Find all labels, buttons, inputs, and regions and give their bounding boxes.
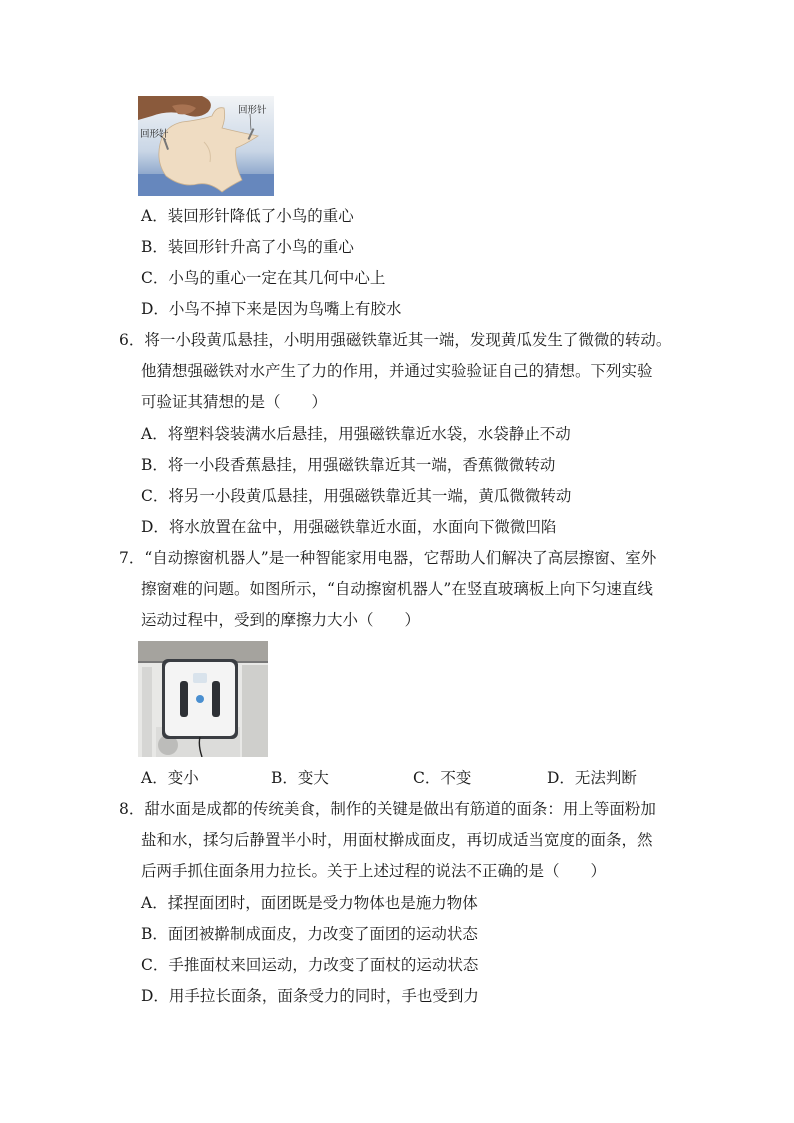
q5-option-d: D．小鸟不掉下来是因为鸟嘴上有胶水 (141, 300, 402, 318)
window-robot-image (138, 641, 268, 757)
q8-option-b: B．面团被擀制成面皮，力改变了面团的运动状态 (141, 925, 478, 943)
q6-stem-line3: 可验证其猜想的是（ ） (141, 393, 328, 411)
q7-stem-line1: 7．“自动擦窗机器人”是一种智能家用电器，它帮助人们解决了高层擦窗、室外 (119, 549, 657, 567)
paperclip-label-left: 回形针 (140, 129, 169, 140)
q7-option-b: B．变大 (271, 769, 329, 787)
q7-option-c: C．不变 (413, 769, 472, 787)
q7-option-d: D．无法判断 (547, 769, 637, 787)
q7-stem-line3: 运动过程中，受到的摩擦力大小（ ） (141, 611, 421, 629)
q8-stem-line1: 8．甜水面是成都的传统美食，制作的关键是做出有筋道的面条：用上等面粉加 (119, 800, 656, 818)
q6-option-c: C．将另一小段黄瓜悬挂，用强磁铁靠近其一端，黄瓜微微转动 (141, 487, 572, 505)
q8-option-a: A．揉捏面团时，面团既是受力物体也是施力物体 (141, 894, 478, 912)
q8-option-c: C．手推面杖来回运动，力改变了面杖的运动状态 (141, 956, 479, 974)
q8-stem-line3: 后两手抓住面条用力拉长。关于上述过程的说法不正确的是（ ） (141, 862, 607, 880)
q6-option-d: D．将水放置在盆中，用强磁铁靠近水面，水面向下微微凹陷 (141, 518, 557, 536)
q5-option-c: C．小鸟的重心一定在其几何中心上 (141, 269, 386, 287)
paperclip-label-right: 回形针 (238, 105, 267, 116)
q6-stem-line2: 他猜想强磁铁对水产生了力的作用，并通过实验验证自己的猜想。下列实验 (141, 362, 653, 380)
q5-option-a: A．装回形针降低了小鸟的重心 (141, 207, 354, 225)
q7-option-a: A．变小 (141, 769, 199, 787)
q5-option-b: B．装回形针升高了小鸟的重心 (141, 238, 354, 256)
q6-stem-line1: 6．将一小段黄瓜悬挂，小明用强磁铁靠近其一端，发现黄瓜发生了微微的转动。 (119, 331, 672, 349)
q8-stem-line2: 盐和水，揉匀后静置半小时，用面杖擀成面皮，再切成适当宽度的面条，然 (141, 831, 653, 849)
q6-option-a: A．将塑料袋装满水后悬挂，用强磁铁靠近水袋，水袋静止不动 (141, 425, 571, 443)
q8-option-d: D．用手拉长面条，面条受力的同时，手也受到力 (141, 987, 479, 1005)
window-robot-photo (138, 641, 268, 757)
paper-bird-photo (138, 96, 274, 196)
q7-stem-line2: 擦窗难的问题。如图所示，“自动擦窗机器人”在竖直玻璃板上向下匀速直线 (141, 580, 653, 598)
q6-option-b: B．将一小段香蕉悬挂，用强磁铁靠近其一端，香蕉微微转动 (141, 456, 556, 474)
